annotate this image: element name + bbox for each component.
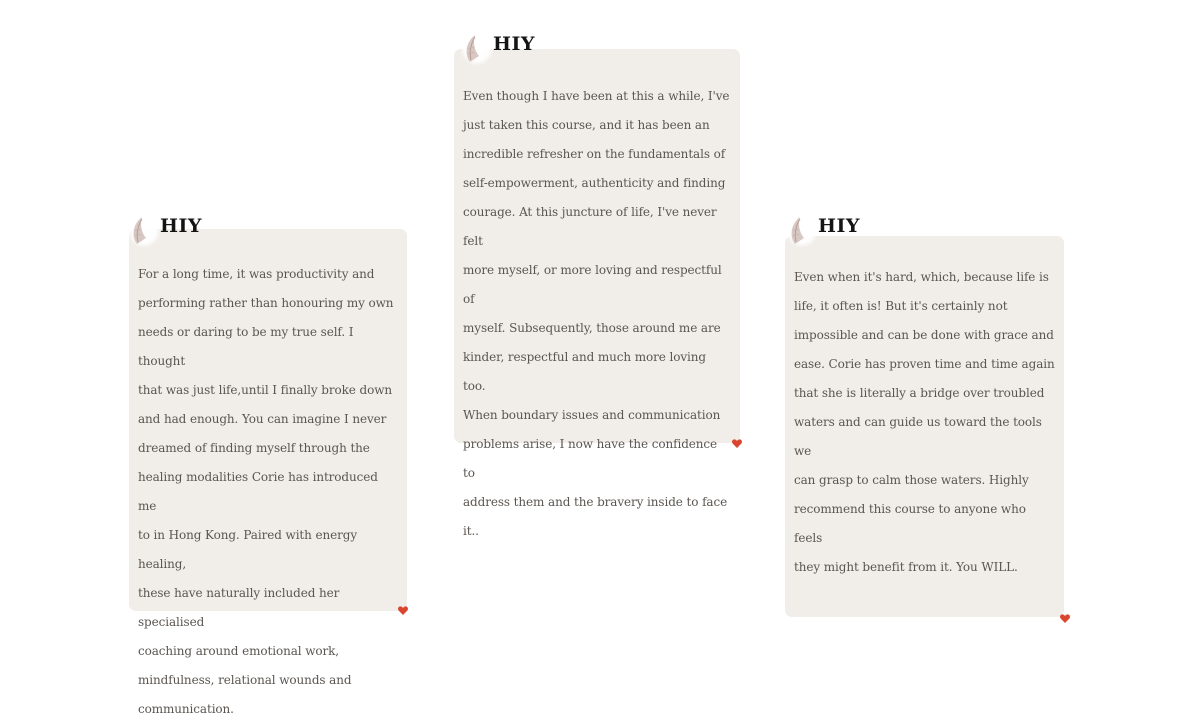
feather-logo-icon [785, 214, 819, 248]
testimonial-header [785, 214, 875, 248]
testimonial-text: For a long time, it was productivity and performing rather than honouring my own needs or daring to be my true self. I thought that was just life,until I finally broke down and had enough. You can imagine I never dreamed of finding myself through the healing modalities Corie has introduced me to in Hong Kong. Paired with energy healing, these have naturally included her specialised coaching around emotional work, mindfulness, relational wounds and communication. [138, 267, 394, 716]
heart-icon[interactable] [1060, 614, 1070, 623]
brand-name: HIY [160, 215, 202, 237]
feather-logo-icon [127, 214, 161, 248]
testimonial-card-3 [785, 236, 1064, 617]
brand-name: HIY [493, 33, 535, 55]
testimonial-text: Even when it's hard, which, because life is life, it often is! But it's certainly not impossible and can be done with grace and ease. Corie has proven time and time again that she is literally a bridge over troubled waters and can guide us toward the tools we can grasp to calm those waters. Highly recommend this course to anyone who feels they might benefit from it. You WILL. [794, 270, 1055, 574]
testimonial-header [127, 214, 217, 248]
testimonial-text: Even though I have been at this a while, I've just taken this course, and it has been an incredible refresher on the fundamentals of self-empowerment, authenticity and finding courage. At this juncture of life, I've never felt more myself, or more loving and respectful of myself. Subsequently, those around me are kinder, respectful and much more loving too. When boundary issues and communication problems arise, I now have the confidence to address them and the bravery inside to face it.. [463, 89, 730, 538]
testimonial-card-2 [454, 49, 740, 538]
feather-logo-icon [460, 32, 494, 66]
heart-icon[interactable] [398, 606, 408, 615]
heart-icon[interactable] [732, 439, 742, 448]
testimonial-card-1 [129, 229, 407, 716]
testimonial-header [460, 32, 550, 66]
brand-name: HIY [818, 215, 860, 237]
